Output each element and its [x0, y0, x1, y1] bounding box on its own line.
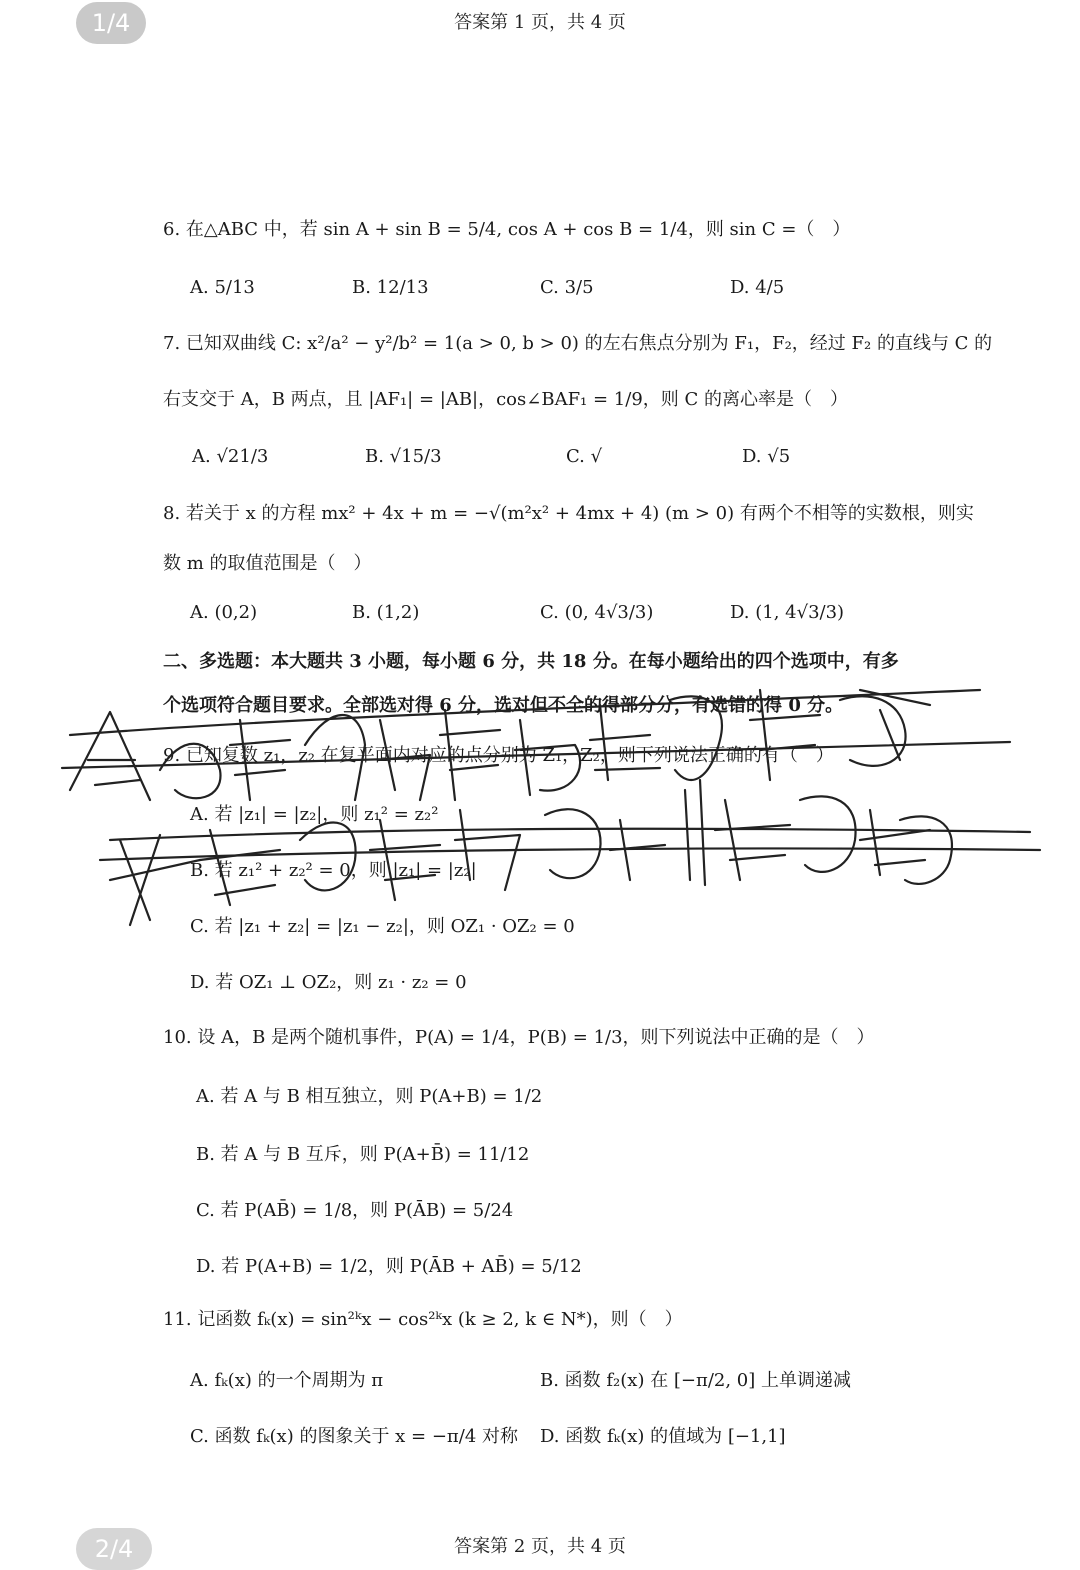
question-9-stem: 9. 已知复数 z₁，z₂ 在复平面内对应的点分别为 Z₁，Z₂，则下列说法正确的有（ ） — [163, 745, 834, 766]
q10-option-d: D. 若 P(A+B) = 1/2，则 P(ĀB + AB̄) = 5/12 — [196, 1256, 582, 1277]
section-2-heading: 二、多选题：本大题共 3 小题，每小题 6 分，共 18 分。在每小题给出的四个选项中，有多 — [163, 651, 899, 672]
q9-option-b: B. 若 z₁² + z₂² = 0，则 |z₁| = |z₂| — [190, 860, 477, 881]
q10-option-b: B. 若 A 与 B 互斥，则 P(A+B̄) = 11/12 — [196, 1144, 530, 1165]
q8-option-c: C. (0, 4√3/3) — [540, 602, 654, 623]
section-2-heading-cont: 个选项符合题目要求。全部选对得 6 分，选对但不全的得部分分，有选错的得 0 分。 — [163, 695, 844, 716]
q8-option-a: A. (0,2) — [190, 602, 258, 623]
q10-option-a: A. 若 A 与 B 相互独立，则 P(A+B) = 1/2 — [196, 1086, 543, 1107]
q7-option-c: C. √ — [566, 446, 603, 467]
question-7-stem-2: 右支交于 A，B 两点，且 |AF₁| = |AB|，cos∠BAF₁ = 1/9，则 C 的离心率是（ ） — [163, 389, 848, 410]
page-indicator[interactable]: 1/4 — [76, 2, 146, 44]
q6-option-c: C. 3/5 — [540, 277, 594, 298]
next-page-header: 答案第 2 页，共 4 页 — [454, 1536, 626, 1557]
q6-option-d: D. 4/5 — [730, 277, 785, 298]
q8-option-b: B. (1,2) — [352, 602, 420, 623]
q9-option-a: A. 若 |z₁| = |z₂|，则 z₁² = z₂² — [190, 804, 439, 825]
q7-option-a: A. √21/3 — [192, 446, 269, 467]
q11-option-d: D. 函数 fₖ(x) 的值域为 [−1,1] — [540, 1426, 786, 1447]
q9-option-d: D. 若 OZ₁ ⊥ OZ₂，则 z₁ · z₂ = 0 — [190, 972, 467, 993]
question-8-stem-2: 数 m 的取值范围是（ ） — [163, 553, 372, 574]
q10-option-c: C. 若 P(AB̄) = 1/8，则 P(ĀB) = 5/24 — [196, 1200, 514, 1221]
question-11-stem: 11. 记函数 fₖ(x) = sin²ᵏx − cos²ᵏx (k ≥ 2, k ∈ N*)，则（ ） — [163, 1309, 683, 1330]
question-7-stem-1: 7. 已知双曲线 C: x²/a² − y²/b² = 1(a > 0, b > 0) 的左右焦点分别为 F₁，F₂，经过 F₂ 的直线与 C 的 — [163, 333, 993, 354]
question-6-stem: 6. 在△ABC 中，若 sin A + sin B = 5/4, cos A + cos B = 1/4，则 sin C =（ ） — [163, 219, 851, 240]
q7-option-b: B. √15/3 — [365, 446, 442, 467]
next-page-indicator[interactable]: 2/4 — [76, 1528, 152, 1570]
question-8-stem-1: 8. 若关于 x 的方程 mx² + 4x + m = −√(m²x² + 4mx + 4) (m > 0) 有两个不相等的实数根，则实 — [163, 503, 974, 524]
q11-option-a: A. fₖ(x) 的一个周期为 π — [190, 1370, 384, 1391]
q6-option-a: A. 5/13 — [190, 277, 255, 298]
q6-option-b: B. 12/13 — [352, 277, 429, 298]
q11-option-b: B. 函数 f₂(x) 在 [−π/2, 0] 上单调递减 — [540, 1370, 852, 1391]
q8-option-d: D. (1, 4√3/3) — [730, 602, 845, 623]
question-10-stem: 10. 设 A，B 是两个随机事件，P(A) = 1/4，P(B) = 1/3，则下列说法中正确的是（ ） — [163, 1027, 875, 1048]
q7-option-d: D. √5 — [742, 446, 791, 467]
q9-option-c: C. 若 |z₁ + z₂| = |z₁ − z₂|，则 OZ₁ · OZ₂ = 0 — [190, 916, 575, 937]
q11-option-c: C. 函数 fₖ(x) 的图象关于 x = −π/4 对称 — [190, 1426, 518, 1447]
page-header: 答案第 1 页，共 4 页 — [454, 12, 626, 33]
